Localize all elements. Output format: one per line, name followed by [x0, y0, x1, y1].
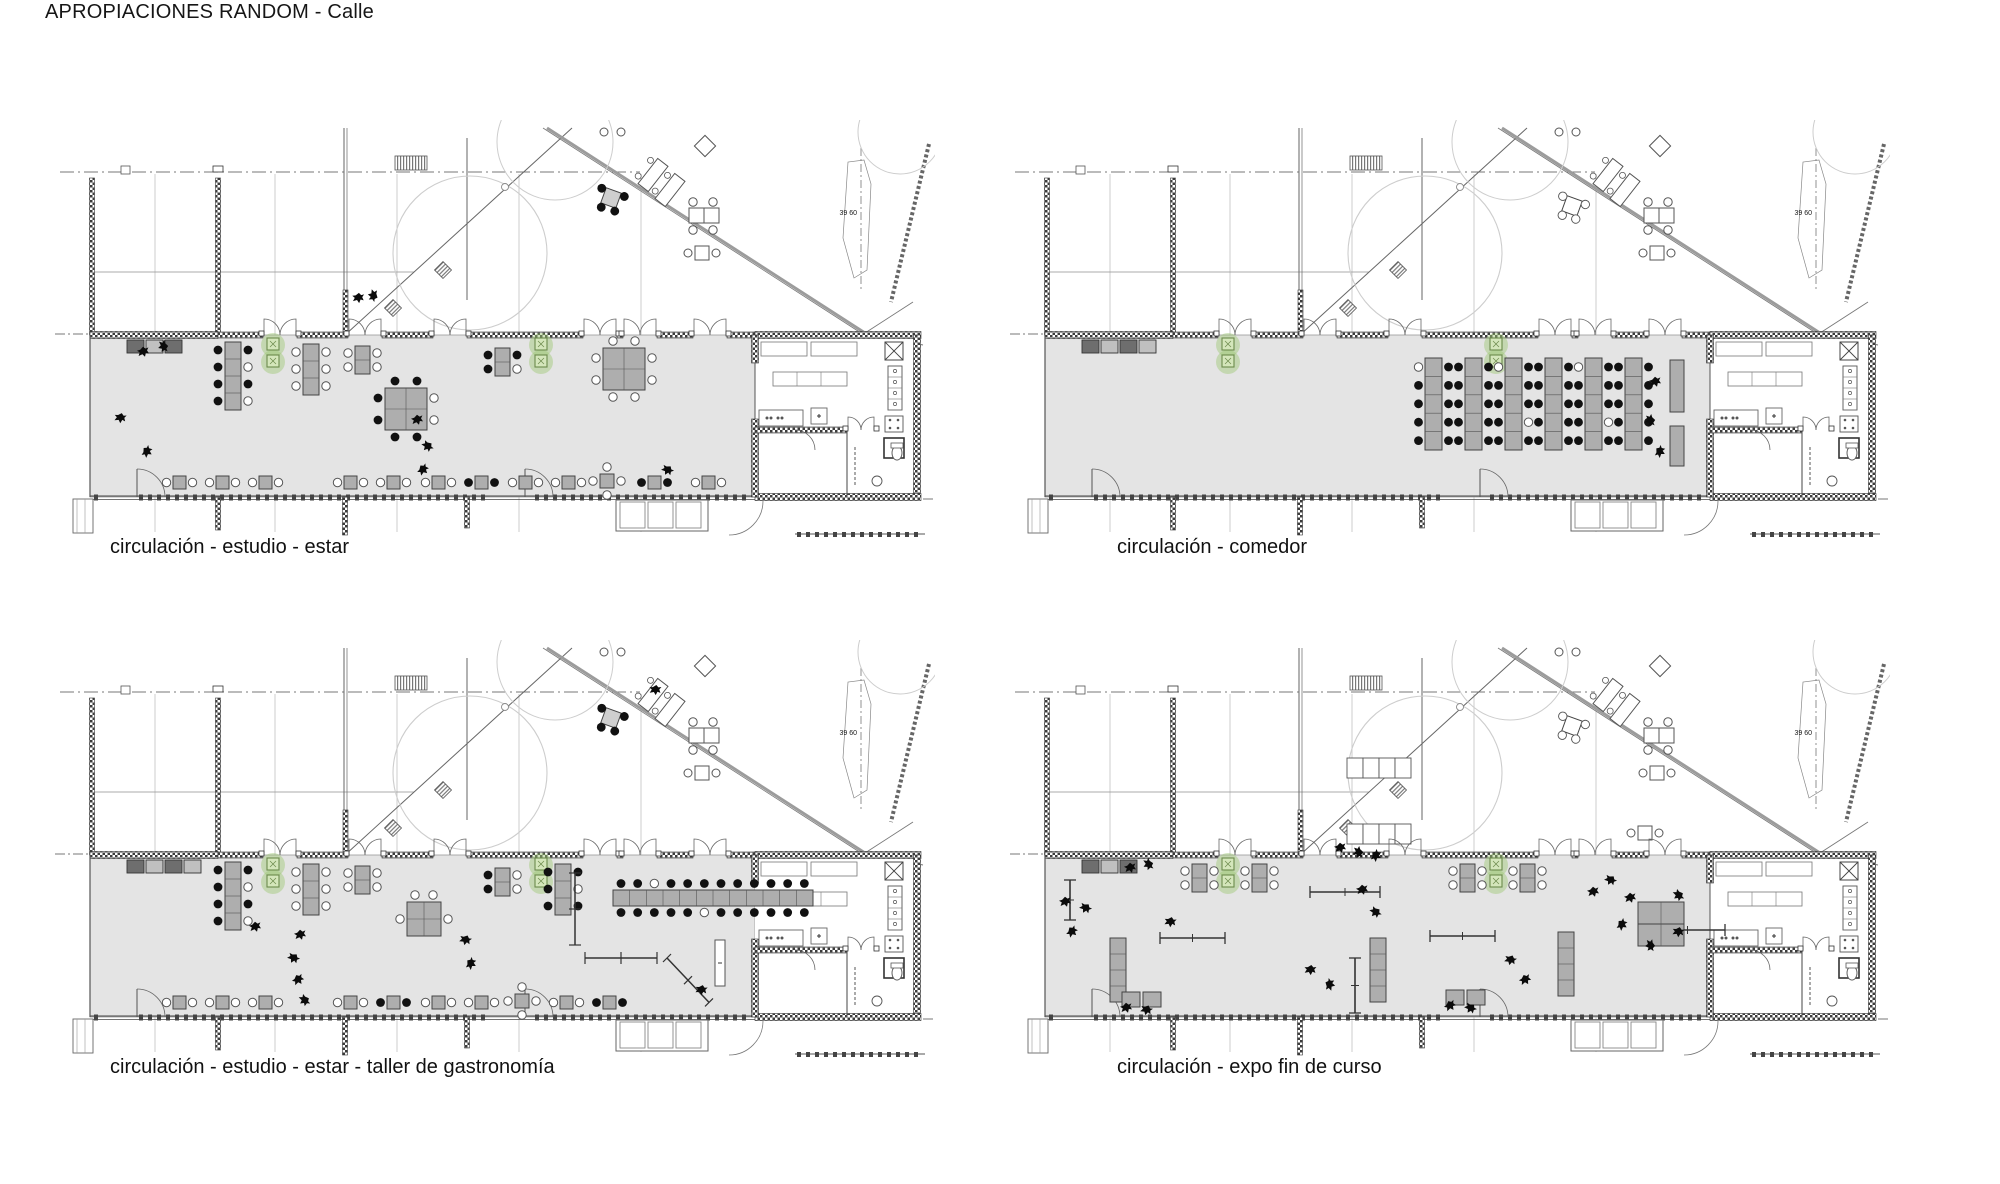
floor-plan-svg	[55, 640, 935, 1060]
dim-label	[839, 730, 857, 737]
svg-text:39 60: 39 60	[839, 730, 857, 737]
patio-furniture	[1340, 128, 1675, 316]
floor-plan-comedor	[1010, 120, 1900, 590]
trees	[393, 120, 935, 330]
plan-caption: circulación - estudio - estar - taller de gastronomía	[110, 1056, 555, 1078]
plan-caption: circulación - estudio - estar	[110, 536, 349, 558]
below-strip	[1028, 1017, 1880, 1057]
plan-caption: circulación - comedor	[1117, 536, 1308, 558]
below-strip	[73, 497, 925, 537]
trees	[393, 640, 935, 850]
trees	[1348, 640, 1890, 850]
floor-plan-taller-gastronomia	[55, 640, 945, 1110]
patio-furniture	[385, 128, 720, 316]
patio-furniture	[385, 648, 720, 836]
below-strip	[73, 1017, 925, 1057]
trees	[1348, 120, 1890, 330]
kitchen-suite	[1707, 852, 1877, 1021]
svg-text:39 60: 39 60	[839, 210, 857, 217]
floor-plan-svg	[55, 120, 935, 540]
floor-plan-estudio-estar	[55, 120, 945, 590]
plan-caption: circulación - expo fin de curso	[1117, 1056, 1382, 1078]
svg-text:39 60: 39 60	[1794, 730, 1812, 737]
patio-furniture	[1340, 648, 1675, 844]
svg-text:39 60: 39 60	[1794, 210, 1812, 217]
kitchen-suite	[752, 332, 922, 501]
floor-plan-svg	[1010, 640, 1890, 1060]
upper-walls	[90, 128, 468, 335]
below-strip	[1028, 497, 1880, 537]
dim-label	[1794, 210, 1812, 217]
kitchen-suite	[1707, 332, 1877, 501]
page-title: APROPIACIONES RANDOM - Calle	[45, 1, 374, 23]
dim-label	[1794, 730, 1812, 737]
dim-label	[839, 210, 857, 217]
upper-walls	[90, 648, 468, 855]
kitchen-suite	[752, 852, 922, 1021]
floor-plan-svg	[1010, 120, 1890, 540]
floor-plan-expo	[1010, 640, 1900, 1110]
upper-walls	[1045, 128, 1423, 335]
